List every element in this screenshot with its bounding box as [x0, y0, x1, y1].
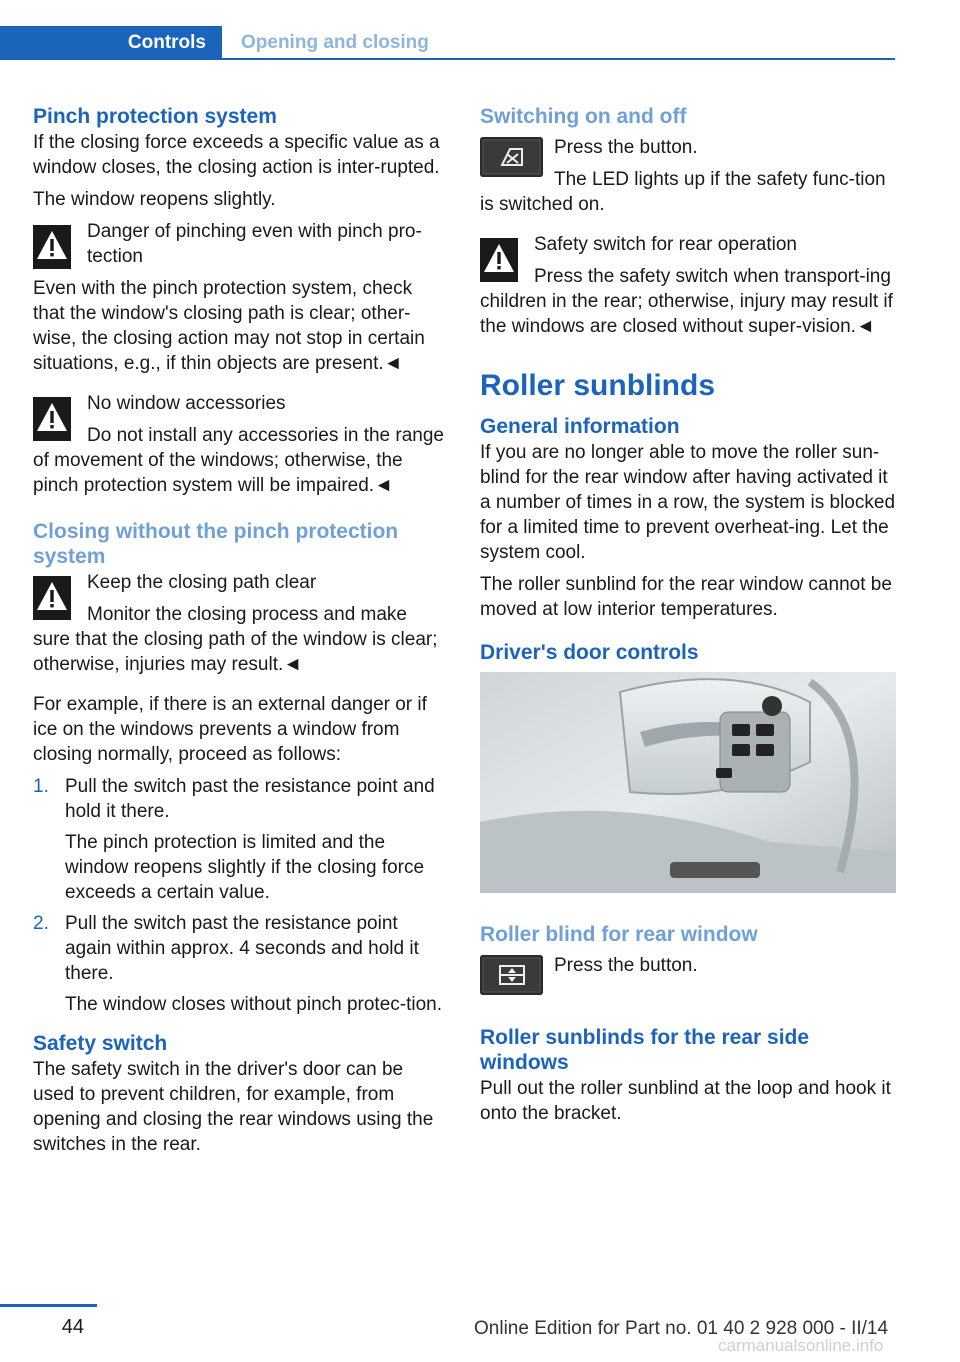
safety-switch-heading: Safety switch	[33, 1032, 168, 1055]
footer-edition: Online Edition for Part no. 01 40 2 928 000 - II/14	[474, 1318, 889, 1339]
right-column	[480, 104, 896, 1133]
warning-closing-path	[33, 570, 449, 684]
warning-accessories-title: No window accessories	[87, 393, 286, 414]
warning-rear-operation-body: Press the safety switch when transport-ing children in the rear; otherwise, injury may result if the windows are closed without super-vision.◄	[480, 266, 893, 337]
rear-blind-section	[480, 953, 896, 999]
switching-paragraph-2: The LED lights up if the safety func-tion is switched on.	[480, 169, 886, 215]
header-rule	[222, 58, 895, 60]
step-subtext: The pinch protection is limited and the window reopens slightly if the closing force exceeds a certain value.	[65, 832, 425, 903]
footer-watermark: carmanualsonline.info	[718, 1336, 884, 1355]
warning-rear-operation-title: Safety switch for rear operation	[534, 234, 797, 255]
left-column	[33, 104, 449, 1164]
switching-section	[480, 135, 896, 224]
step-number: 2.	[33, 913, 49, 934]
warning-accessories	[33, 391, 449, 505]
page-number: 44	[61, 1316, 84, 1338]
warning-triangle-icon	[33, 397, 71, 441]
rear-blind-paragraph: Press the button.	[554, 955, 698, 976]
pinch-paragraph-2: The window reopens slightly.	[33, 189, 276, 210]
warning-pinching	[33, 219, 449, 383]
list-item	[33, 774, 449, 905]
list-item	[33, 911, 449, 1017]
step-text: Pull the switch past the resistance point again within approx. 4 seconds and hold it there.	[65, 913, 419, 984]
steps-list	[33, 774, 449, 1017]
drivers-door-controls-image	[480, 672, 896, 893]
warning-rear-operation	[480, 232, 896, 346]
tab-controls[interactable]: Controls	[0, 26, 222, 60]
step-subtext: The window closes without pinch protec-tion.	[65, 994, 443, 1015]
window-lock-button-icon	[480, 137, 543, 177]
general-paragraph-1: If you are no longer able to move the roller sun-blind for the rear window after having activated it a number of times in a row, the system is blocked for a limited time to prevent overheat-ing. Let the system cool.	[480, 442, 896, 563]
rear-side-paragraph: Pull out the roller sunblind at the loop and hook it onto the bracket.	[480, 1078, 891, 1124]
warning-triangle-icon	[33, 225, 71, 269]
general-paragraph-2: The roller sunblind for the rear window cannot be moved at low interior temperatures.	[480, 574, 892, 620]
footer-rule	[0, 1304, 97, 1307]
closing-without-heading: Closing without the pinch protection system	[33, 520, 399, 568]
example-paragraph: For example, if there is an external danger or if ice on the windows prevents a window from closing normally, proceed as follows:	[33, 694, 427, 765]
rear-window-blind-heading: Roller blind for rear window	[480, 923, 758, 946]
step-text: Pull the switch past the resistance point and hold it there.	[65, 776, 435, 822]
sunblind-button-icon	[480, 955, 543, 995]
pinch-protection-heading: Pinch protection system	[33, 105, 277, 128]
general-information-heading: General information	[480, 415, 680, 438]
header-tabs	[0, 26, 895, 60]
warning-closing-path-title: Keep the closing path clear	[87, 572, 317, 593]
switching-heading: Switching on and off	[480, 105, 687, 128]
pinch-paragraph-1: If the closing force exceeds a specific value as a window closes, the closing action is inter-rupted.	[33, 132, 440, 178]
warning-triangle-icon	[33, 576, 71, 620]
rear-side-windows-heading: Roller sunblinds for the rear side windows	[480, 1026, 810, 1074]
drivers-door-heading: Driver's door controls	[480, 641, 699, 664]
warning-closing-path-body: Monitor the closing process and make sure that the closing path of the window is clear; otherwise, injuries may result.◄	[33, 604, 438, 675]
warning-pinching-title: Danger of pinching even with pinch pro-tection	[87, 221, 422, 267]
roller-sunblinds-heading: Roller sunblinds	[480, 369, 716, 402]
warning-accessories-body: Do not install any accessories in the range of movement of the windows; otherwise, the pinch protection system will be impaired.◄	[33, 425, 444, 496]
tab-opening-and-closing[interactable]: Opening and closing	[241, 32, 429, 53]
warning-triangle-icon	[480, 238, 518, 282]
step-number: 1.	[33, 776, 49, 797]
warning-pinching-body: Even with the pinch protection system, check that the window's closing path is clear; other-wise, the closing action may not stop in certain situations, e.g., if thin objects are present.◄	[33, 278, 425, 374]
switching-paragraph-1: Press the button.	[554, 137, 698, 158]
safety-switch-paragraph: The safety switch in the driver's door can be used to prevent children, for example, from opening and closing the rear windows using the switches in the rear.	[33, 1059, 434, 1155]
